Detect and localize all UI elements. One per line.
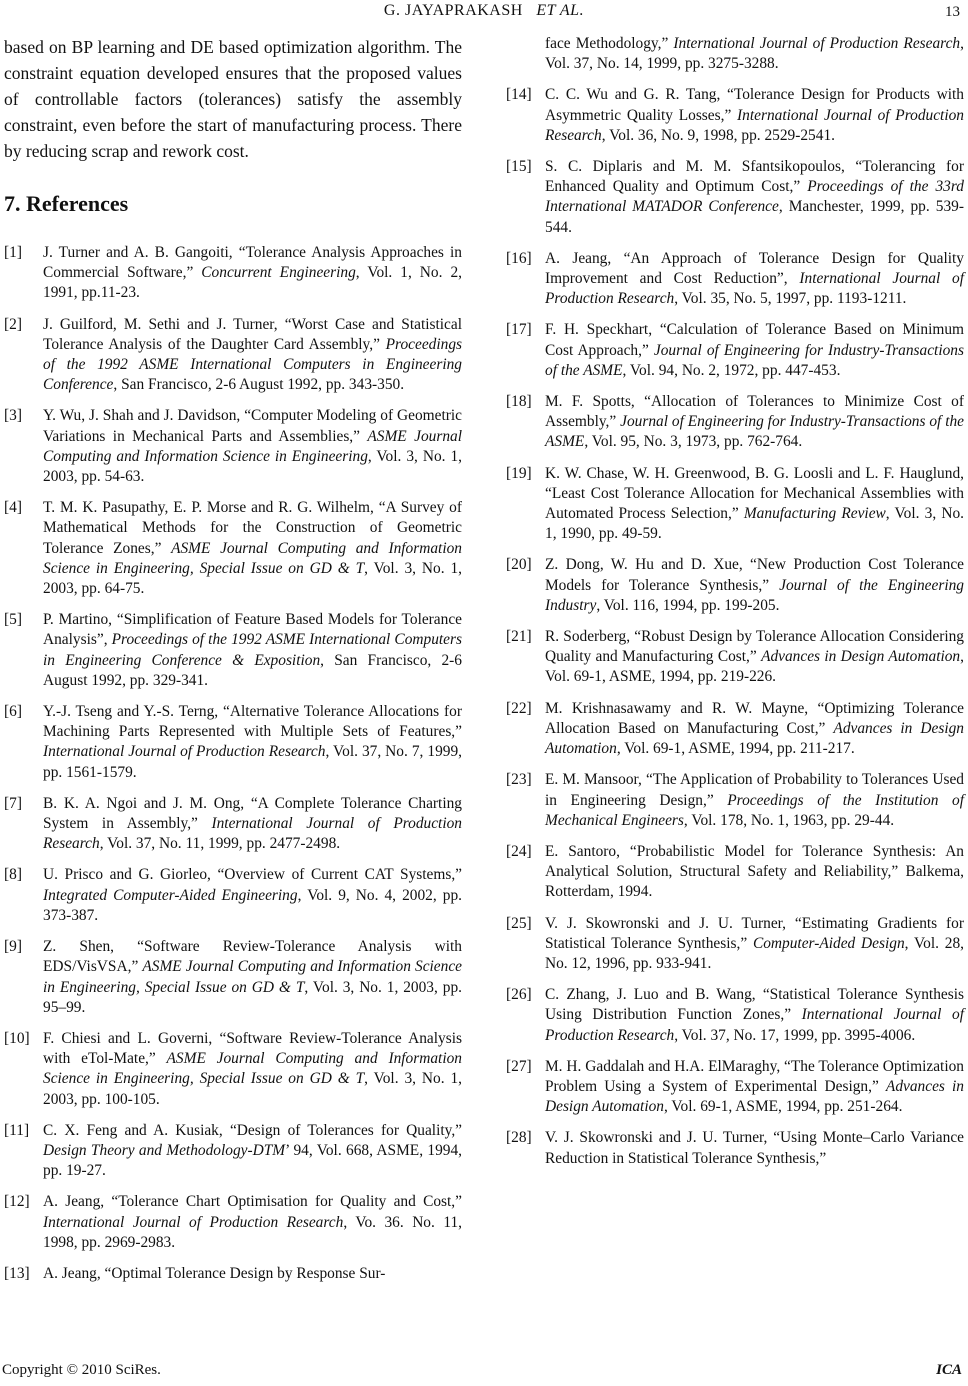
reference-authors-title: Y. Wu, J. Shah and J. Davidson, “Computer Modeling of Geometric Variations in Mechanical Parts and Assemblies,” bbox=[43, 407, 462, 445]
reference-number: [20] bbox=[506, 556, 532, 574]
reference-details: , Vol. 3, No. 1, 2003, pp. 100-105. bbox=[43, 1070, 462, 1108]
copyright-notice: Copyright © 2010 SciRes. bbox=[2, 1362, 161, 1378]
reference-authors-title: J. Turner and A. B. Gangoiti, “Tolerance Analysis Approaches in Commercial Software,” bbox=[43, 244, 462, 282]
reference-details: , Vol. 35, No. 5, 1997, pp. 1193-1211. bbox=[674, 290, 907, 308]
reference-item bbox=[506, 914, 964, 975]
reference-text bbox=[43, 1030, 462, 1108]
reference-authors-title: T. M. K. Pasupathy, E. P. Morse and R. G. Wilhelm, “A Survey of Mathematical Methods for the Construction of Geometric Tolerance Zones,” bbox=[43, 499, 462, 557]
reference-text bbox=[545, 1058, 964, 1115]
reference-text bbox=[545, 771, 964, 828]
right-column bbox=[506, 34, 964, 1180]
reference-authors-title: J. Guilford, M. Sethi and J. Turner, “Worst Case and Statistical Tolerance Analysis of the Daughter Card Assembly,” bbox=[43, 315, 462, 353]
reference-item bbox=[506, 157, 964, 238]
reference-item bbox=[4, 937, 462, 1018]
reference-item bbox=[4, 1264, 462, 1284]
reference-item bbox=[4, 794, 462, 855]
reference-number: [5] bbox=[4, 611, 22, 629]
reference-venue: ASME Journal Computing and Information Science in Engineering, Special Issue on GD & T bbox=[43, 1050, 462, 1088]
reference-item bbox=[4, 702, 462, 783]
left-column bbox=[4, 34, 462, 1295]
reference-venue: Advances in Design Automation bbox=[761, 648, 961, 666]
page-header bbox=[0, 0, 968, 28]
reference-venue: Design Theory and Methodology-DTM bbox=[43, 1141, 286, 1159]
page-number: 13 bbox=[945, 4, 960, 20]
reference-item bbox=[4, 406, 462, 487]
reference-item bbox=[4, 243, 462, 304]
reference-text bbox=[545, 465, 964, 543]
reference-details: , Vol. 3, No. 1, 2003, pp. 95–99. bbox=[43, 978, 463, 1016]
reference-item bbox=[506, 1057, 964, 1118]
reference-venue: International Journal of Production Research bbox=[43, 815, 462, 853]
reference-authors-title: R. Soderberg, “Robust Design by Tolerance Allocation Considering Quality and Manufacturing Cost,” bbox=[545, 628, 964, 666]
reference-text bbox=[43, 866, 462, 923]
reference-authors-title: S. C. Diplaris and M. M. Sfantsikopoulos, “Tolerancing for Enhanced Quality and Optimum Cost,” bbox=[545, 158, 964, 196]
intro-paragraph: based on BP learning and DE based optimization algorithm. The constraint equation developed ensures that the proposed values of controllable factors (tolerances) satisfy the assembly constraint, even before the start of manufacturing process. There by reducing scrap and rework cost. bbox=[4, 37, 462, 161]
reference-item bbox=[4, 498, 462, 599]
reference-number: [16] bbox=[506, 249, 532, 267]
reference-number: [27] bbox=[506, 1057, 532, 1075]
reference-venue: Integrated Computer-Aided Engineering bbox=[43, 886, 298, 904]
running-head bbox=[0, 2, 968, 20]
reference-authors-title: V. J. Skowronski and J. U. Turner, “Using Monte–Carlo Variance Reduction in Statistical Tolerance Synthesis,” bbox=[545, 1129, 964, 1167]
reference-text bbox=[545, 628, 964, 685]
reference-details: , Vol. 178, No. 1, 1963, pp. 29-44. bbox=[683, 811, 895, 829]
reference-venue: Proceedings of the Institution of Mechanical Engineers bbox=[545, 791, 964, 829]
section-heading: 7. References bbox=[4, 191, 129, 216]
reference-text bbox=[43, 795, 462, 852]
reference-details: , Vol. 69-1, ASME, 1994, pp. 219-226. bbox=[545, 648, 964, 686]
reference-venue: International Journal of Production Research bbox=[673, 35, 961, 52]
reference-authors-title: P. Martino, “Simplification of Feature Based Models for Tolerance Analysis”, bbox=[43, 611, 462, 649]
reference-item bbox=[506, 320, 964, 381]
reference-item bbox=[4, 315, 462, 396]
reference-venue: Proceedings of the 1992 ASME International Computers in Engineering Conference & Exposition bbox=[43, 631, 462, 669]
reference-number: [9] bbox=[4, 938, 22, 956]
reference-item bbox=[506, 249, 964, 310]
reference-authors-title: C. X. Feng and A. Kusiak, “Design of Tolerances for Quality,” bbox=[43, 1121, 462, 1139]
reference-item bbox=[506, 392, 964, 453]
reference-text bbox=[545, 250, 964, 307]
reference-venue: International Journal of Production Research bbox=[545, 106, 964, 144]
reference-number: [15] bbox=[506, 158, 532, 176]
reference-venue: Manufacturing Review bbox=[743, 505, 886, 523]
reference-text bbox=[545, 393, 964, 450]
reference-number: [24] bbox=[506, 842, 532, 860]
reference-details: , Vol. 28, No. 12, 1996, pp. 933-941. bbox=[545, 934, 964, 972]
reference-number: [6] bbox=[4, 703, 22, 721]
reference-details: , Vol. 3, No. 1, 2003, pp. 64-75. bbox=[43, 559, 462, 598]
reference-details: , Vol. 36, No. 9, 1998, pp. 2529-2541. bbox=[601, 126, 835, 144]
reference-details: , Vol. 3, No. 1, 1990, pp. 49-59. bbox=[545, 505, 965, 543]
reference-authors-title: A. Jeang, “Optimal Tolerance Design by Response Sur- bbox=[43, 1264, 386, 1282]
reference-venue: Journal of Engineering for Industry-Transactions of the ASME bbox=[545, 413, 964, 451]
reference-text bbox=[545, 843, 964, 900]
reference-number: [14] bbox=[506, 86, 532, 104]
reference-details: , Vo. 36. No. 11, 1998, pp. 2969-2983. bbox=[43, 1213, 462, 1251]
reference-venue: Journal of the Engineering Industry bbox=[545, 576, 964, 614]
reference-number: [19] bbox=[506, 464, 532, 482]
reference-authors-title: A. Jeang, “An Approach of Tolerance Design for Quality Improvement and Cost Reduction”, bbox=[545, 249, 964, 288]
reference-authors-title: C. C. Wu and G. R. Tang, “Tolerance Design for Products with Asymmetric Quality Losses,” bbox=[545, 86, 964, 124]
reference-text bbox=[43, 244, 462, 301]
reference-text bbox=[43, 1265, 385, 1282]
reference-venue: ASME Journal Computing and Information Science in Engineering, Special Issue on GD & T bbox=[43, 539, 462, 577]
reference-authors-title: U. Prisco and G. Giorleo, “Overview of Current CAT Systems,” bbox=[43, 866, 462, 884]
reference-details: , Vol. 37, No. 14, 1999, pp. 3275-3288. bbox=[545, 35, 964, 73]
reference-authors-title: F. H. Speckhart, “Calculation of Tolerance Based on Minimum Cost Approach,” bbox=[545, 321, 964, 359]
reference-number: [22] bbox=[506, 699, 532, 717]
reference-number: [21] bbox=[506, 628, 532, 646]
reference-number: [10] bbox=[4, 1029, 30, 1047]
reference-item bbox=[506, 699, 964, 760]
reference-venue: Concurrent Engineering bbox=[201, 264, 356, 282]
reference-number: [1] bbox=[4, 244, 22, 261]
reference-text bbox=[43, 499, 462, 597]
reference-number: [25] bbox=[506, 914, 532, 932]
reference-details: , Vol. 9, No. 4, 2002, pp. 373-387. bbox=[43, 886, 462, 924]
reference-item bbox=[506, 34, 964, 74]
reference-authors-title: M. Krishnasawamy and R. W. Mayne, “Optimizing Tolerance Allocation Based on Manufacturing Cost,” bbox=[545, 699, 964, 737]
reference-item bbox=[506, 770, 964, 831]
reference-item bbox=[506, 555, 964, 616]
reference-item bbox=[506, 985, 964, 1046]
reference-number: [13] bbox=[4, 1264, 30, 1282]
reference-details: , Vol. 116, 1994, pp. 199-205. bbox=[596, 596, 780, 614]
reference-venue: ASME Journal Computing and Information Science in Engineering, Special Issue on GD & T bbox=[43, 958, 462, 996]
reference-authors-title: V. J. Skowronski and J. U. Turner, “Estimating Gradients for Statistical Tolerance Synthesis,” bbox=[545, 914, 964, 952]
reference-text bbox=[545, 321, 964, 378]
reference-item bbox=[4, 1121, 462, 1182]
reference-number: [18] bbox=[506, 393, 532, 411]
reference-details: , Vol. 37, No. 7, 1999, pp. 1561-1579. bbox=[43, 743, 462, 781]
references-left bbox=[4, 243, 462, 1284]
reference-details: , San Francisco, 2-6 August 1992, pp. 343-350. bbox=[113, 376, 405, 394]
reference-authors-title: M. H. Gaddalah and H.A. ElMaraghy, “The Tolerance Optimization Problem Using a System of Experimental Design,” bbox=[545, 1057, 964, 1095]
reference-details: , Vol. 95, No. 3, 1973, pp. 762-764. bbox=[584, 433, 803, 451]
reference-text bbox=[545, 158, 964, 236]
reference-text bbox=[43, 1122, 462, 1179]
reference-venue: International Journal of Production Research bbox=[545, 270, 964, 308]
reference-venue: Proceedings of the 33rd International MATADOR Conference bbox=[545, 178, 964, 216]
reference-item bbox=[4, 1029, 462, 1110]
reference-venue: International Journal of Production Research bbox=[43, 1213, 344, 1231]
reference-item bbox=[506, 85, 964, 146]
reference-number: [7] bbox=[4, 794, 22, 812]
reference-authors-title: F. Chiesi and L. Governi, “Software Review-Tolerance Analysis with eTol-Mate,” bbox=[43, 1029, 462, 1068]
page-footer bbox=[0, 1362, 968, 1384]
reference-item bbox=[506, 1128, 964, 1168]
reference-venue: Computer-Aided Design bbox=[752, 934, 905, 952]
reference-details: , Vol. 69-1, ASME, 1994, pp. 211-217. bbox=[616, 740, 855, 758]
reference-text bbox=[545, 556, 964, 613]
reference-authors-title: A. Jeang, “Tolerance Chart Optimisation for Quality and Cost,” bbox=[43, 1193, 462, 1211]
reference-venue: Journal of Engineering for Industry-Transactions of the ASME bbox=[545, 341, 964, 379]
reference-venue: International Journal of Production Research bbox=[545, 1006, 964, 1044]
reference-details: , Vol. 1, No. 2, 1991, pp.11-23. bbox=[43, 264, 462, 302]
reference-venue: Advances in Design Automation bbox=[545, 1077, 964, 1116]
reference-venue: International Journal of Production Research bbox=[43, 743, 326, 761]
reference-details: , Vol. 69-1, ASME, 1994, pp. 251-264. bbox=[664, 1098, 903, 1116]
reference-number: [28] bbox=[506, 1129, 532, 1147]
reference-venue: Proceedings of the 1992 ASME International Computers in Engineering Conference bbox=[43, 335, 462, 394]
reference-text bbox=[43, 407, 462, 485]
reference-venue: Advances in Design Automation bbox=[545, 719, 964, 758]
reference-authors-title: M. F. Spotts, “Allocation of Tolerances to Minimize Cost of Assembly,” bbox=[545, 393, 964, 431]
reference-authors-title: face Methodology,” bbox=[545, 35, 674, 52]
reference-text bbox=[545, 35, 964, 72]
reference-text bbox=[545, 86, 964, 143]
reference-number: [23] bbox=[506, 771, 532, 789]
reference-authors-title: Y.-J. Tseng and Y.-S. Terng, “Alternative Tolerance Allocations for Machining Parts Represented with Multiple Sets of Features,” bbox=[43, 703, 462, 741]
reference-number: [26] bbox=[506, 986, 532, 1004]
reference-text bbox=[545, 915, 964, 972]
reference-text bbox=[43, 316, 462, 394]
reference-item bbox=[506, 464, 964, 545]
reference-text bbox=[43, 938, 462, 1016]
reference-details: , Vol. 37, No. 11, 1999, pp. 2477-2498. bbox=[99, 835, 341, 853]
reference-number: [4] bbox=[4, 499, 22, 517]
reference-venue: ASME Journal Computing and Information Science in Engineering bbox=[43, 427, 462, 465]
reference-number: [8] bbox=[4, 866, 22, 884]
reference-item bbox=[506, 627, 964, 688]
reference-authors-title: Z. Dong, W. Hu and D. Xue, “New Production Cost Tolerance Models for Tolerance Synthesis,” bbox=[545, 556, 964, 594]
reference-text bbox=[43, 1193, 462, 1250]
reference-text bbox=[43, 611, 462, 689]
reference-details: , Vol. 3, No. 1, 2003, pp. 54-63. bbox=[43, 447, 463, 486]
reference-authors-title: E. M. Mansoor, “The Application of Probability to Tolerances Used in Engineering Design,” bbox=[545, 771, 964, 809]
reference-details: , Vol. 94, No. 2, 1972, pp. 447-453. bbox=[622, 361, 841, 379]
reference-authors-title: C. Zhang, J. Luo and B. Wang, “Statistical Tolerance Synthesis Using Distribution Function Zones,” bbox=[545, 986, 964, 1024]
running-head-etal: ET AL. bbox=[536, 2, 585, 19]
reference-details: , Vol. 37, No. 17, 1999, pp. 3995-4006. bbox=[674, 1026, 916, 1044]
reference-number: [2] bbox=[4, 315, 22, 333]
running-head-author: G. JAYAPRAKASH bbox=[383, 2, 523, 19]
reference-item bbox=[506, 842, 964, 903]
reference-authors-title: B. K. A. Ngoi and J. M. Ong, “A Complete Tolerance Charting System in Assembly,” bbox=[43, 794, 462, 833]
reference-text bbox=[545, 986, 964, 1043]
references-right bbox=[506, 34, 964, 1169]
reference-authors-title: K. W. Chase, W. H. Greenwood, B. G. Loosli and L. F. Hauglund, “Least Cost Tolerance Allocation for Mechanical Assemblies with Automated Process Selection,” bbox=[545, 464, 964, 523]
reference-number: [11] bbox=[4, 1121, 30, 1139]
reference-item bbox=[4, 610, 462, 691]
reference-item bbox=[4, 1192, 462, 1253]
reference-item bbox=[4, 865, 462, 926]
reference-text bbox=[545, 1129, 964, 1166]
reference-text bbox=[43, 703, 462, 781]
journal-abbrev: ICA bbox=[936, 1362, 962, 1378]
reference-details: ’ 94, Vol. 668, ASME, 1994, pp. 19-27. bbox=[43, 1141, 462, 1180]
reference-text bbox=[545, 700, 964, 757]
reference-number: [3] bbox=[4, 407, 22, 425]
reference-number: [17] bbox=[506, 321, 532, 339]
reference-details: , Manchester, 1999, pp. 539-544. bbox=[545, 198, 964, 236]
reference-number: [12] bbox=[4, 1193, 30, 1211]
reference-authors-title: E. Santoro, “Probabilistic Model for Tolerance Synthesis: An Analytical Solution, Structural Safety and Reliability,” Balkema, Rotterdam, 1994. bbox=[545, 842, 964, 901]
reference-authors-title: Z. Shen, “Software Review-Tolerance Analysis with EDS/VisVSA,” bbox=[43, 938, 462, 976]
reference-details: , San Francisco, 2-6 August 1992, pp. 329-341. bbox=[43, 651, 462, 689]
